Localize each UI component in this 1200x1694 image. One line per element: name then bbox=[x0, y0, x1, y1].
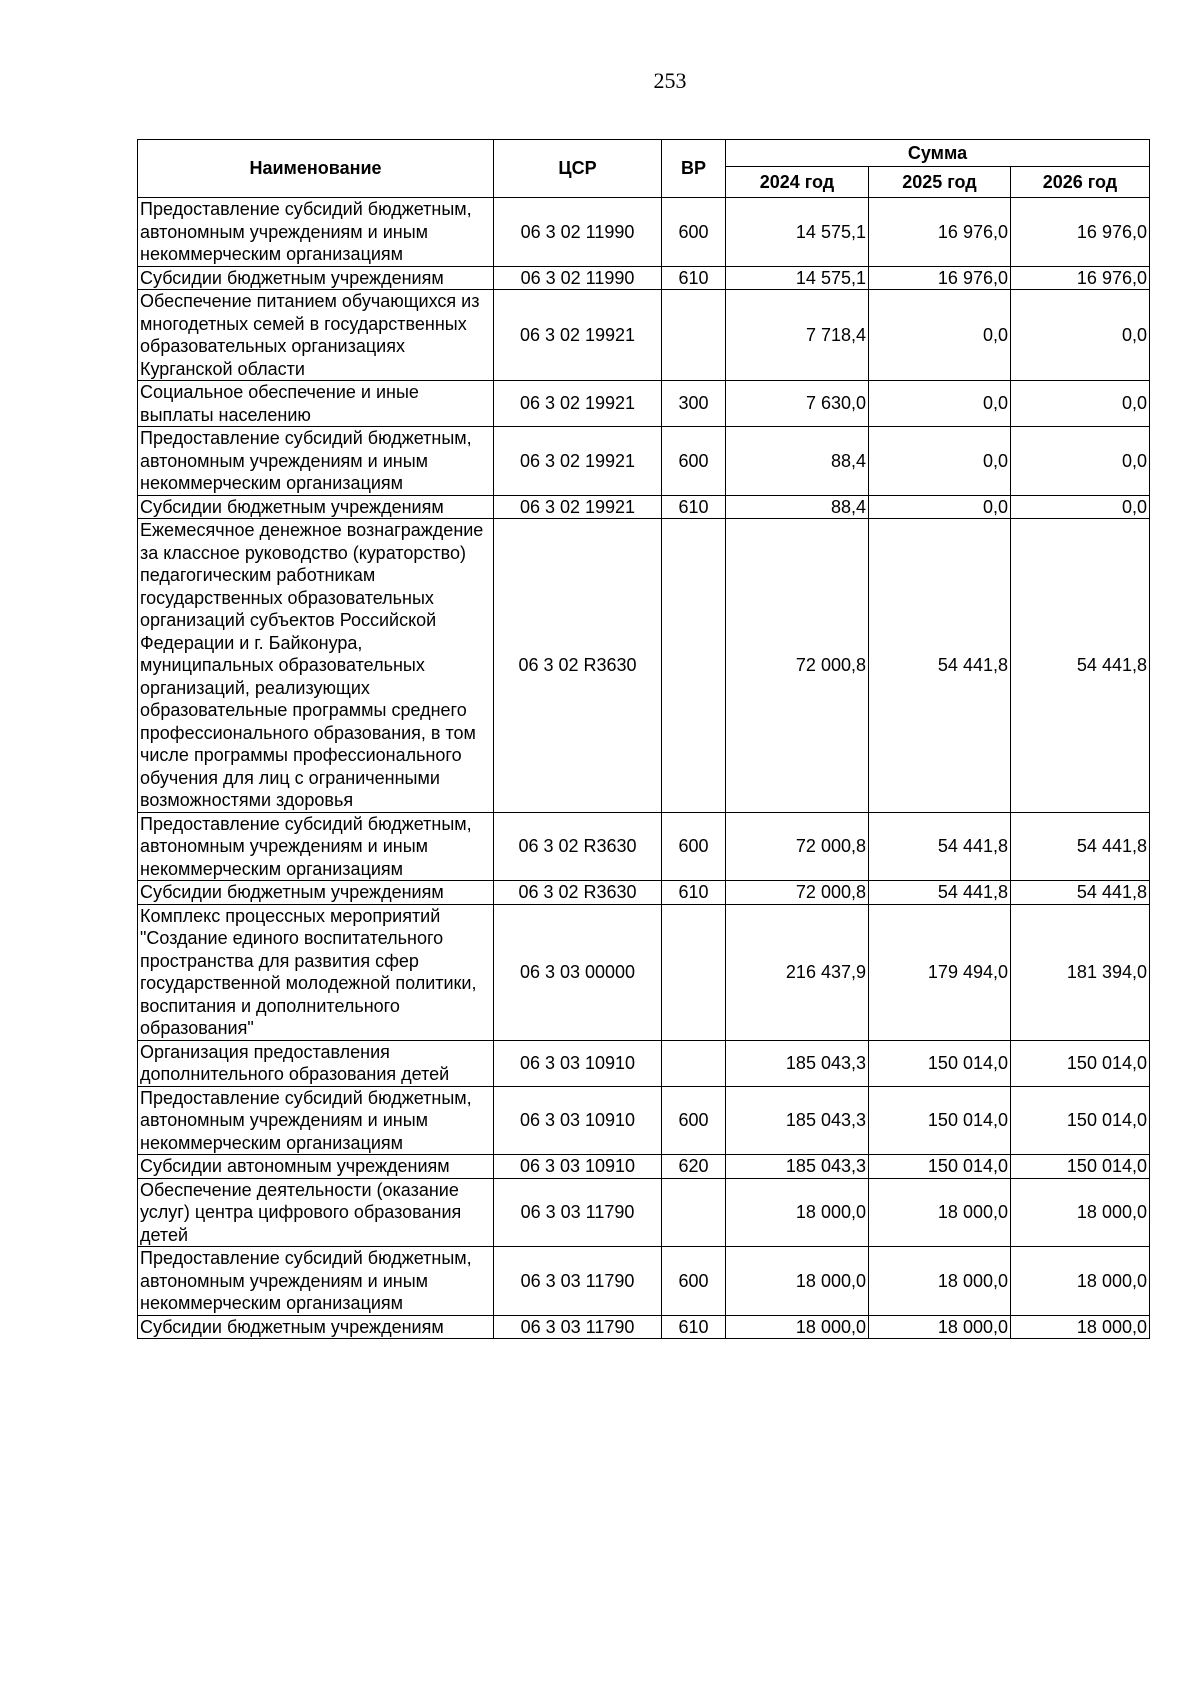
row-2026: 16 976,0 bbox=[1011, 198, 1150, 267]
row-2024: 18 000,0 bbox=[726, 1315, 869, 1339]
row-2026: 0,0 bbox=[1011, 381, 1150, 427]
row-name: Субсидии автономным учреждениям bbox=[138, 1155, 494, 1179]
header-2026: 2026 год bbox=[1011, 167, 1150, 198]
row-2024: 72 000,8 bbox=[726, 812, 869, 881]
row-vr bbox=[662, 904, 726, 1040]
row-vr bbox=[662, 1178, 726, 1247]
row-csr: 06 3 02 11990 bbox=[494, 266, 662, 290]
table-row bbox=[138, 519, 1150, 813]
row-csr: 06 3 02 11990 bbox=[494, 198, 662, 267]
row-2025: 18 000,0 bbox=[869, 1178, 1011, 1247]
row-vr: 600 bbox=[662, 198, 726, 267]
row-2025: 16 976,0 bbox=[869, 266, 1011, 290]
row-name: Предоставление субсидий бюджетным, автономным учреждениям и иным некоммерческим организациям bbox=[138, 1086, 494, 1155]
table-row bbox=[138, 904, 1150, 1040]
row-2024: 88,4 bbox=[726, 427, 869, 496]
row-2024: 18 000,0 bbox=[726, 1178, 869, 1247]
row-2025: 54 441,8 bbox=[869, 812, 1011, 881]
table-row bbox=[138, 1086, 1150, 1155]
row-name: Ежемесячное денежное вознаграждение за классное руководство (кураторство) педагогическим работникам государственных образовательных организаций субъектов Российской Федерации и г. Байконура, муниципальных образовательных организаций, реализующих образовательные программы среднего профессионального образования, в том числе программы профессионального обучения для лиц с ограниченными возможностями здоровья bbox=[138, 519, 494, 813]
row-vr bbox=[662, 290, 726, 381]
row-2025: 0,0 bbox=[869, 290, 1011, 381]
table-row bbox=[138, 290, 1150, 381]
row-2026: 54 441,8 bbox=[1011, 519, 1150, 813]
row-2025: 18 000,0 bbox=[869, 1247, 1011, 1316]
row-csr: 06 3 03 10910 bbox=[494, 1040, 662, 1086]
row-name: Субсидии бюджетным учреждениям bbox=[138, 495, 494, 519]
table-row bbox=[138, 1247, 1150, 1316]
row-2024: 14 575,1 bbox=[726, 266, 869, 290]
row-vr bbox=[662, 1040, 726, 1086]
row-vr: 600 bbox=[662, 812, 726, 881]
row-csr: 06 3 02 19921 bbox=[494, 381, 662, 427]
table-row bbox=[138, 1040, 1150, 1086]
row-vr: 600 bbox=[662, 427, 726, 496]
row-2026: 0,0 bbox=[1011, 495, 1150, 519]
row-name: Субсидии бюджетным учреждениям bbox=[138, 266, 494, 290]
row-2026: 18 000,0 bbox=[1011, 1315, 1150, 1339]
row-name: Предоставление субсидий бюджетным, автономным учреждениям и иным некоммерческим организациям bbox=[138, 198, 494, 267]
row-2026: 18 000,0 bbox=[1011, 1247, 1150, 1316]
row-2024: 216 437,9 bbox=[726, 904, 869, 1040]
row-vr: 610 bbox=[662, 266, 726, 290]
table-row bbox=[138, 198, 1150, 267]
row-2024: 185 043,3 bbox=[726, 1086, 869, 1155]
row-vr: 610 bbox=[662, 1315, 726, 1339]
row-name: Комплекс процессных мероприятий "Создание единого воспитательного пространства для развития сфер государственной молодежной политики, воспитания и дополнительного образования" bbox=[138, 904, 494, 1040]
row-2024: 185 043,3 bbox=[726, 1155, 869, 1179]
row-vr: 610 bbox=[662, 881, 726, 905]
header-2025: 2025 год bbox=[869, 167, 1011, 198]
header-csr: ЦСР bbox=[494, 140, 662, 198]
row-vr: 600 bbox=[662, 1247, 726, 1316]
row-csr: 06 3 02 R3630 bbox=[494, 519, 662, 813]
row-csr: 06 3 02 R3630 bbox=[494, 881, 662, 905]
table-row bbox=[138, 495, 1150, 519]
row-2025: 18 000,0 bbox=[869, 1315, 1011, 1339]
row-vr: 610 bbox=[662, 495, 726, 519]
row-2024: 7 630,0 bbox=[726, 381, 869, 427]
row-name: Субсидии бюджетным учреждениям bbox=[138, 881, 494, 905]
table-row bbox=[138, 1178, 1150, 1247]
row-name: Субсидии бюджетным учреждениям bbox=[138, 1315, 494, 1339]
table-row bbox=[138, 427, 1150, 496]
row-csr: 06 3 03 10910 bbox=[494, 1155, 662, 1179]
row-2025: 150 014,0 bbox=[869, 1040, 1011, 1086]
row-2026: 0,0 bbox=[1011, 290, 1150, 381]
table-row bbox=[138, 1315, 1150, 1339]
row-2026: 16 976,0 bbox=[1011, 266, 1150, 290]
row-2025: 0,0 bbox=[869, 381, 1011, 427]
row-2026: 18 000,0 bbox=[1011, 1178, 1150, 1247]
row-vr: 600 bbox=[662, 1086, 726, 1155]
table-row bbox=[138, 266, 1150, 290]
row-vr bbox=[662, 519, 726, 813]
row-name: Социальное обеспечение и иные выплаты населению bbox=[138, 381, 494, 427]
row-2026: 150 014,0 bbox=[1011, 1086, 1150, 1155]
row-2026: 181 394,0 bbox=[1011, 904, 1150, 1040]
row-2025: 150 014,0 bbox=[869, 1086, 1011, 1155]
row-name: Обеспечение деятельности (оказание услуг) центра цифрового образования детей bbox=[138, 1178, 494, 1247]
row-csr: 06 3 03 00000 bbox=[494, 904, 662, 1040]
row-2025: 179 494,0 bbox=[869, 904, 1011, 1040]
row-csr: 06 3 03 11790 bbox=[494, 1247, 662, 1316]
row-2025: 150 014,0 bbox=[869, 1155, 1011, 1179]
row-2026: 54 441,8 bbox=[1011, 812, 1150, 881]
row-2025: 54 441,8 bbox=[869, 519, 1011, 813]
row-name: Предоставление субсидий бюджетным, автономным учреждениям и иным некоммерческим организациям bbox=[138, 1247, 494, 1316]
table-row bbox=[138, 812, 1150, 881]
page-number: 253 bbox=[653, 68, 687, 93]
row-csr: 06 3 02 R3630 bbox=[494, 812, 662, 881]
row-2026: 150 014,0 bbox=[1011, 1155, 1150, 1179]
row-vr: 300 bbox=[662, 381, 726, 427]
row-2026: 150 014,0 bbox=[1011, 1040, 1150, 1086]
row-2024: 88,4 bbox=[726, 495, 869, 519]
row-2025: 0,0 bbox=[869, 495, 1011, 519]
row-2024: 7 718,4 bbox=[726, 290, 869, 381]
row-2025: 16 976,0 bbox=[869, 198, 1011, 267]
row-csr: 06 3 02 19921 bbox=[494, 290, 662, 381]
row-csr: 06 3 03 11790 bbox=[494, 1315, 662, 1339]
table-row bbox=[138, 381, 1150, 427]
header-name: Наименование bbox=[138, 140, 494, 198]
row-csr: 06 3 03 11790 bbox=[494, 1178, 662, 1247]
row-2025: 0,0 bbox=[869, 427, 1011, 496]
header-vr: ВР bbox=[662, 140, 726, 198]
table-row bbox=[138, 1155, 1150, 1179]
row-2026: 54 441,8 bbox=[1011, 881, 1150, 905]
row-name: Организация предоставления дополнительного образования детей bbox=[138, 1040, 494, 1086]
row-csr: 06 3 02 19921 bbox=[494, 427, 662, 496]
header-sum: Сумма bbox=[726, 140, 1150, 167]
row-2024: 72 000,8 bbox=[726, 881, 869, 905]
row-name: Предоставление субсидий бюджетным, автономным учреждениям и иным некоммерческим организациям bbox=[138, 812, 494, 881]
table-row bbox=[138, 881, 1150, 905]
row-name: Предоставление субсидий бюджетным, автономным учреждениям и иным некоммерческим организациям bbox=[138, 427, 494, 496]
row-2025: 54 441,8 bbox=[869, 881, 1011, 905]
row-2024: 14 575,1 bbox=[726, 198, 869, 267]
row-name: Обеспечение питанием обучающихся из многодетных семей в государственных образовательных организациях Курганской области bbox=[138, 290, 494, 381]
budget-table bbox=[137, 139, 1150, 1339]
row-2024: 72 000,8 bbox=[726, 519, 869, 813]
row-vr: 620 bbox=[662, 1155, 726, 1179]
header-2024: 2024 год bbox=[726, 167, 869, 198]
row-2024: 18 000,0 bbox=[726, 1247, 869, 1316]
row-2024: 185 043,3 bbox=[726, 1040, 869, 1086]
row-csr: 06 3 03 10910 bbox=[494, 1086, 662, 1155]
row-2026: 0,0 bbox=[1011, 427, 1150, 496]
row-csr: 06 3 02 19921 bbox=[494, 495, 662, 519]
